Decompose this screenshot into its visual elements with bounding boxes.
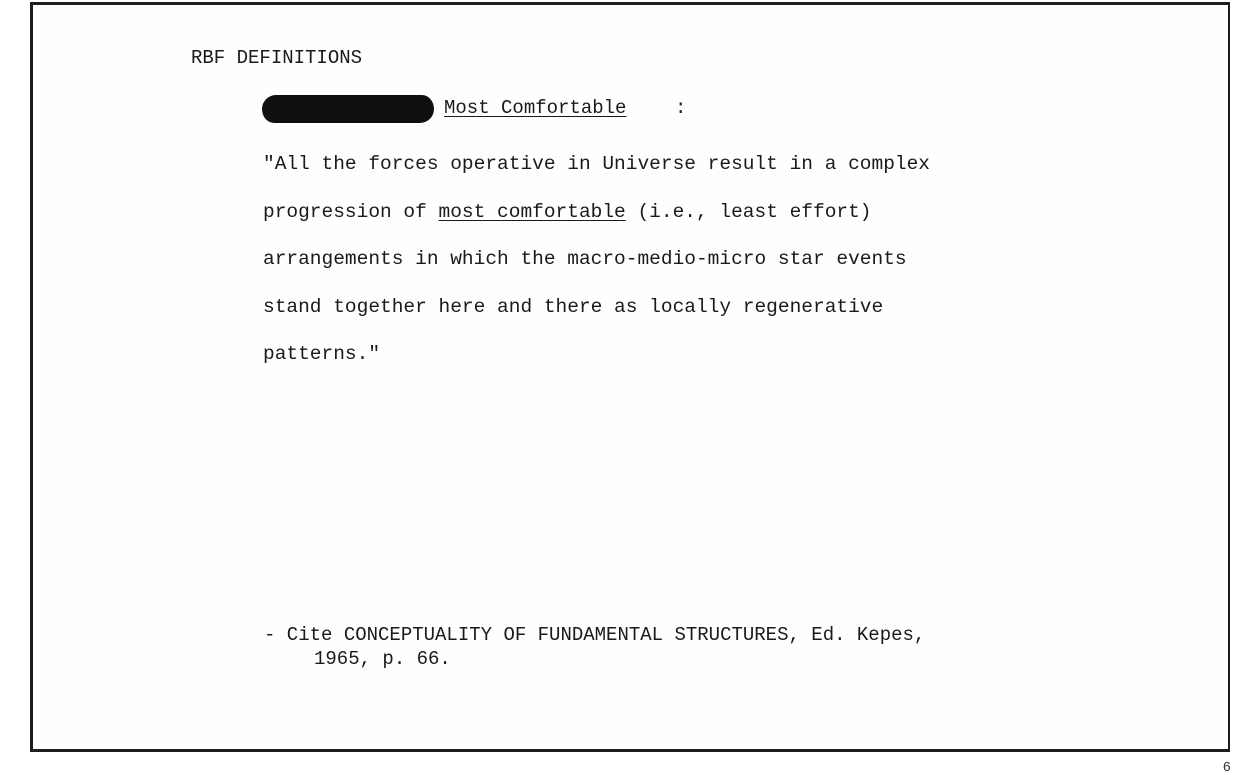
page-number: 6: [1222, 760, 1231, 775]
definition-card: [30, 2, 1230, 752]
quote-line-4: stand together here and there as locally regenerative: [263, 295, 884, 318]
quote-line-2-start: progression of: [263, 200, 439, 223]
definition-quote: [263, 141, 1163, 379]
quote-line-3: arrangements in which the macro-medio-micro star events: [263, 248, 907, 271]
redaction-mark: [262, 95, 434, 123]
term-colon: :: [675, 97, 687, 119]
card-heading: RBF DEFINITIONS: [191, 47, 363, 69]
citation: [264, 623, 925, 671]
definition-term: Most Comfortable: [444, 97, 627, 119]
citation-line-1: - Cite CONCEPTUALITY OF FUNDAMENTAL STRUCTURES, Ed. Kepes,: [264, 624, 926, 646]
quote-underlined-phrase: most comfortable: [438, 200, 626, 223]
quote-line-2-end: (i.e., least effort): [625, 200, 872, 223]
quote-line-1: "All the forces operative in Universe result in a complex: [263, 153, 931, 175]
quote-line-5: patterns.": [263, 343, 381, 366]
quote-line-2: [263, 189, 1163, 237]
citation-line-2: 1965, p. 66.: [314, 648, 451, 670]
